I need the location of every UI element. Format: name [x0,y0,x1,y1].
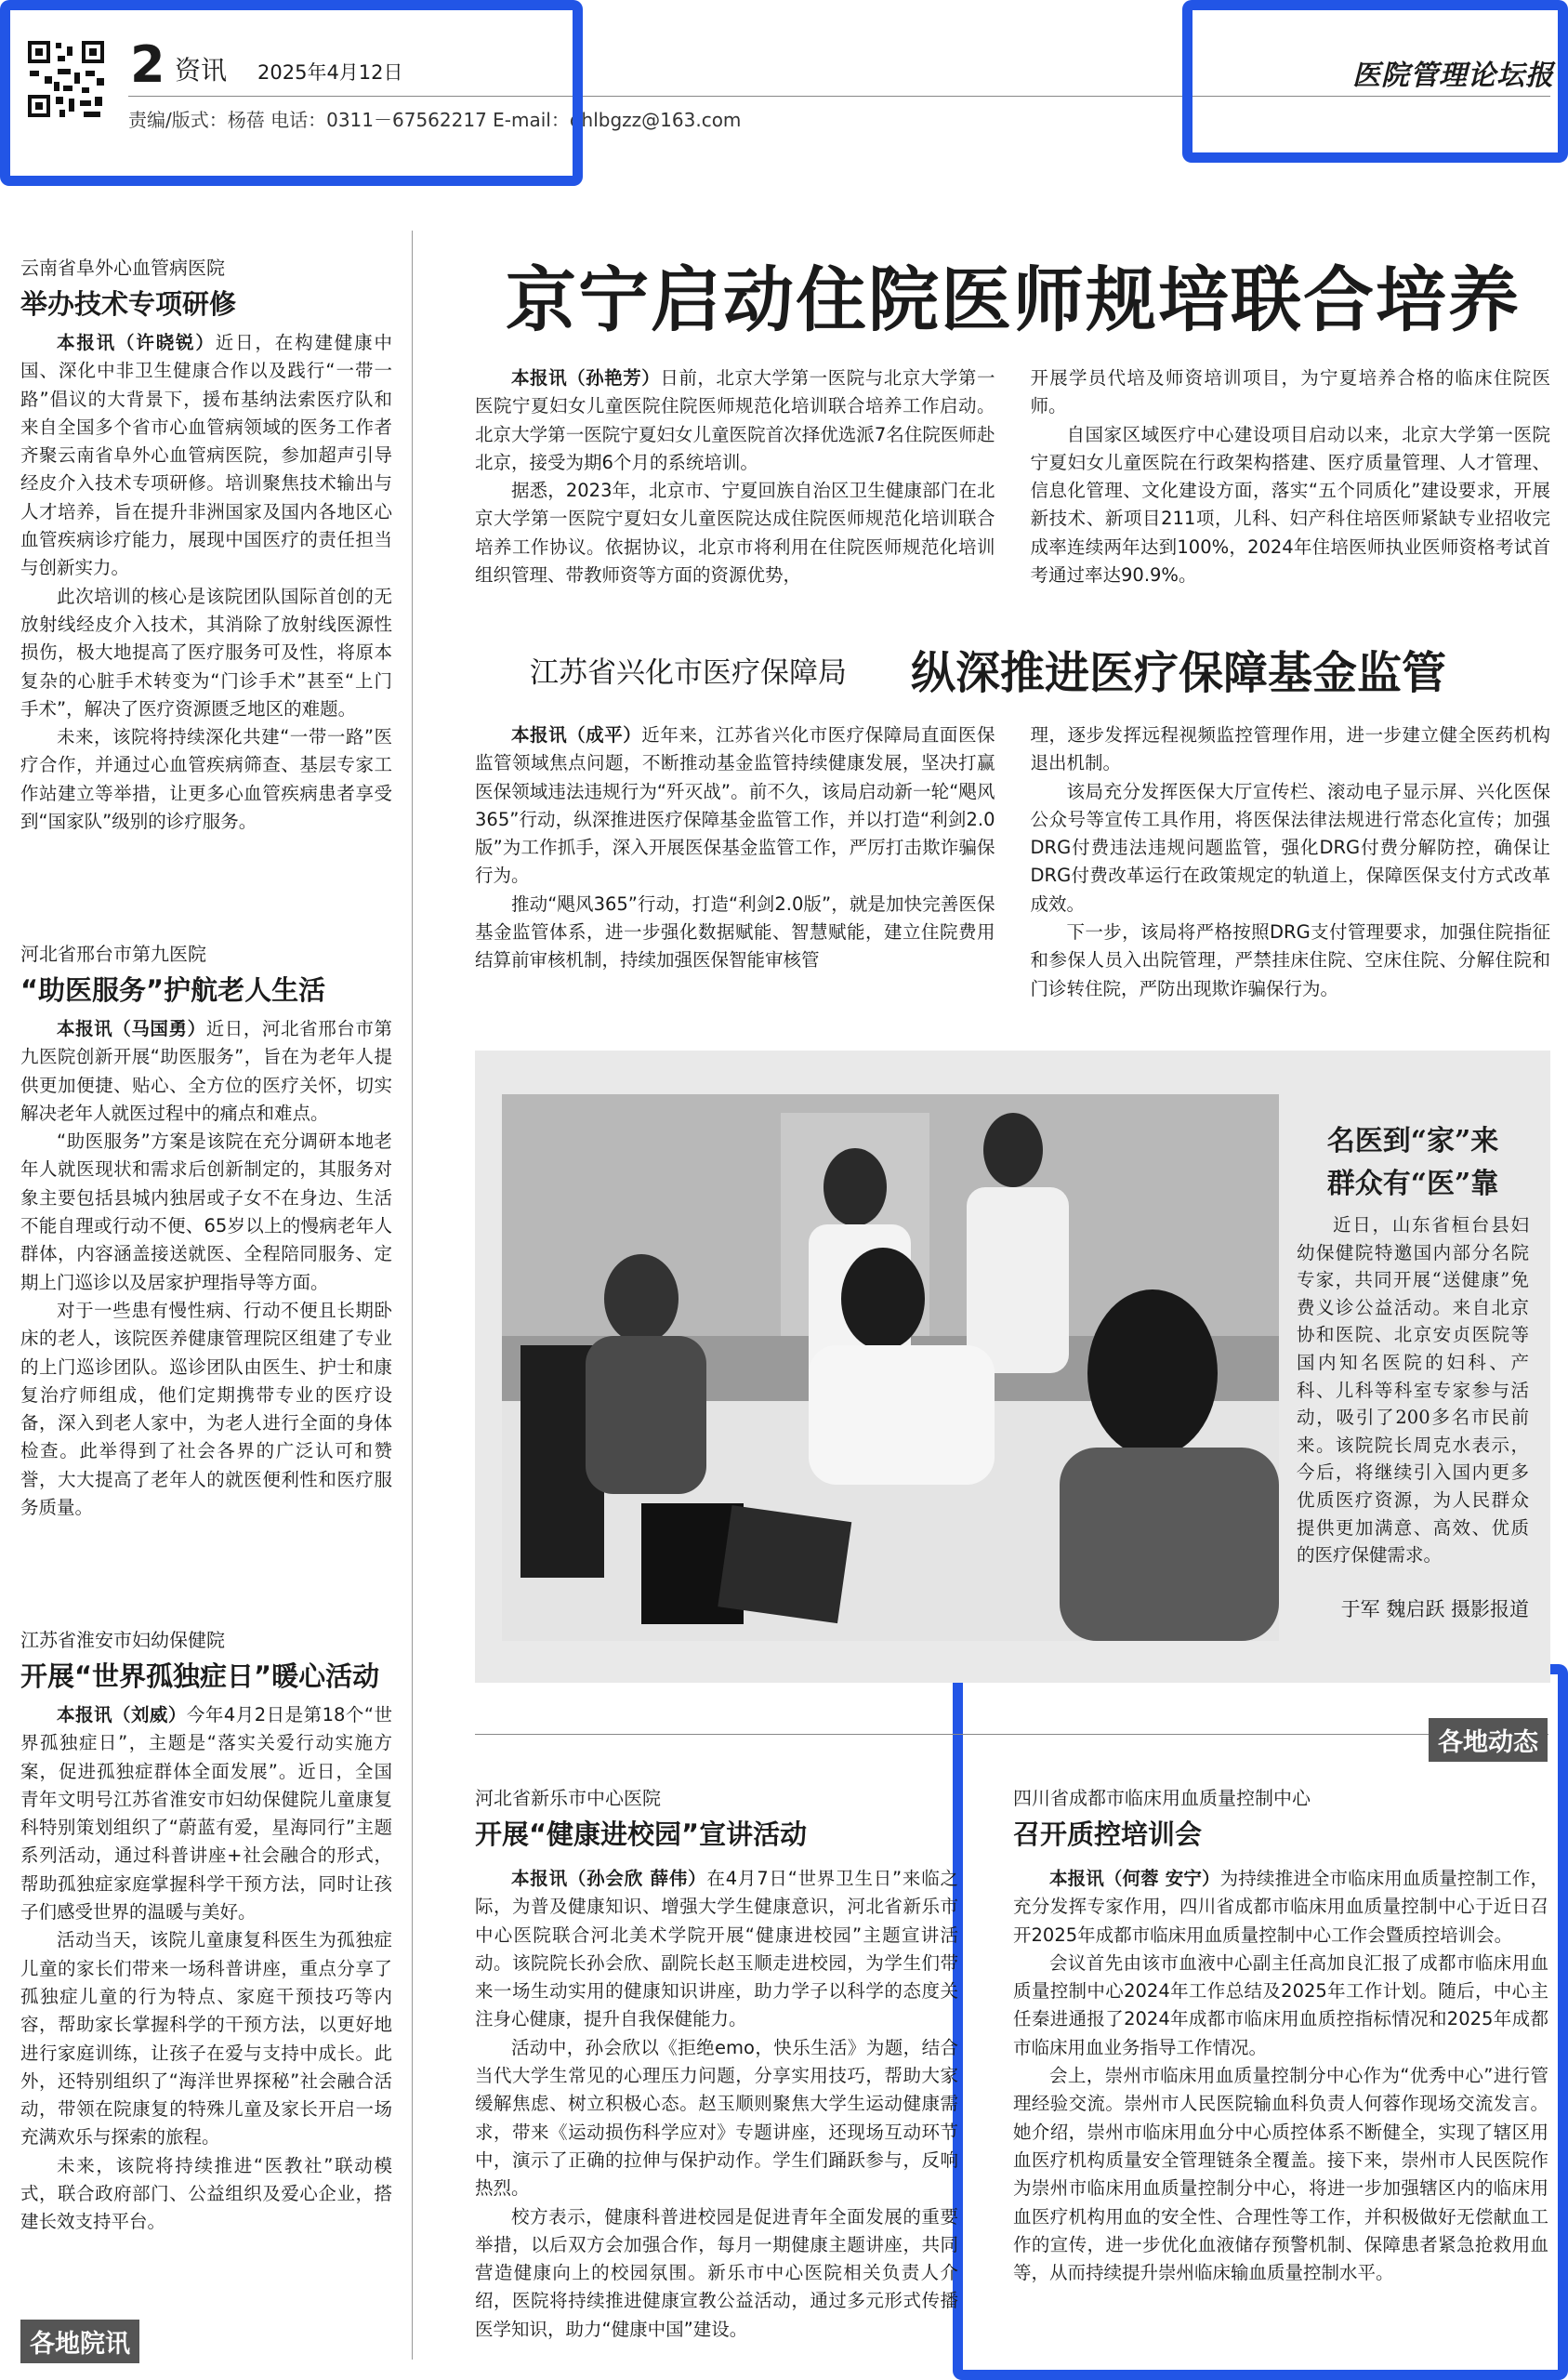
article-title: 举办技术专项研修 [20,288,237,320]
article-paragraph: 推动“飓风365”行动，打造“利剑2.0版”，就是加快完善医保基金监管体系，进一步强化数据赋能、智慧赋能，建立住院费用结算前审核机制，持续加强医保智能审核管 [475,892,995,972]
article-paragraph: 会上，崇州市临床用血质量控制分中心作为“优秀中心”进行管理经验交流。崇州市人民医院输血科负责人何蓉作现场交流发言。她介绍，崇州市临床用血分中心质控体系不断健全，实现了辖区用血医疗机构质量安全管理链条全覆盖。接下来，崇州市人民医院作为崇州市临床用血质量控制分中心，将进一步加强辖区内的临床用血医疗机构用血的安全性、合理性等工作，并积极做好无偿献血工作的宣传，进一步优化血液储存预警机制、保障患者紧急抢救用血等，从而持续提升崇州临床输血质量控制水平。 [1013,2065,1548,2284]
article-lead: 本报讯（何蓉 安宁） [1049,1868,1220,1889]
article-institution: 四川省成都市临床用血质量控制中心 [1013,1787,1311,1809]
article-paragraph: 据悉，2023年，北京市、宁夏回族自治区卫生健康部门在北京大学第一医院宁夏妇女儿童医院达成住院医师规范化培训联合培养工作协议。依据协议，北京市将利用在住院医师规范化培训组织管理、带教师资等方面的资源优势， [475,480,995,587]
article-paragraph: 自国家区域医疗中心建设项目启动以来，北京大学第一医院宁夏妇女儿童医院在行政架构搭建、医疗质量管理、人才管理、信息化管理、文化建设方面，落实“五个同质化”建设要求，开展新技术、新项目211项，儿科、妇产科住培医师紧缺专业招收完成率连续两年达到100%，2024年住培医师执业医师资格考试首考通过率达90.9%。 [1030,423,1550,587]
article-paragraph: 理，逐步发挥远程视频监控管理作用，进一步建立健全医药机构退出机制。 [1030,724,1550,774]
article-lead: 本报讯（许晓锐） [57,332,216,353]
highlight-box-header-right [1182,0,1568,163]
left-article-3 [20,1625,392,2237]
article-title: 召开质控培训会 [1013,1818,1203,1850]
section-rule [475,1734,1548,1735]
issue-date: 2025年4月12日 [257,61,403,84]
article-paragraph: 未来，该院将持续推进“医教社”联动模式，联合政府部门、公益组织及爱心企业，搭建长效支持平台。 [20,2154,392,2233]
main-headline: 京宁启动住院医师规培联合培养 [506,258,1521,341]
article-paragraph: 此次培训的核心是该院团队国际首创的无放射线经皮介入技术，其消除了放射线医源性损伤，极大地提高了医疗服务可及性，将原本复杂的心脏手术转变为“门诊手术”甚至“上门手术”，解决了医疗资源匮乏地区的难题。 [20,585,392,720]
bottom-right-article [1013,1783,1548,2287]
highlight-box-header-left [0,0,583,186]
photo-caption-title: 名医到“家”来 群众有“医”靠 [1326,1125,1499,1200]
article-paragraph: 未来，该院将持续深化共建“一带一路”医疗合作，并通过心血管疾病筛查、基层专家工作站建立等举措，让更多心血管疾病患者享受到“国家队”级别的诊疗服务。 [20,726,392,833]
article-institution: 云南省阜外心血管病医院 [20,257,225,279]
second-article-body [475,721,1550,1003]
article-lead: 本报讯（刘威） [57,1704,187,1726]
article-paragraph: 活动当天，该院儿童康复科医生为孤独症儿童的家长们带来一场科普讲座，重点分享了孤独症儿童的行为特点、家庭干预技巧等内容，帮助家长掌握科学的干预方法，以更好地进行家庭训练，让孩子在爱与支持中成长。此外，还特别组织了“海洋世界探秘”社会融合活动，带领在院康复的特殊儿童及家长开启一场充满欢乐与探索的旅程。 [20,1929,392,2149]
article-paragraph: 校方表示，健康科普进校园是促进青年全面发展的重要举措，以后双方会加强合作，每月一期健康主题讲座，共同营造健康向上的校园氛围。新乐市中心医院相关负责人介绍，医院将持续推进健康宣教公益活动，通过多元形式传播医学知识，助力“健康中国”建设。 [475,2205,958,2340]
article-lead: 本报讯（孙艳芳） [511,367,661,389]
main-article-body [475,364,1550,589]
article-paragraph: 为持续推进全市临床用血质量控制工作，充分发挥专家作用，四川省成都市临床用血质量控制中心于近日召开2025年成都市临床用血质量控制中心工作会暨质控培训会。 [1013,1868,1548,1946]
article-title: 开展“健康进校园”宣讲活动 [475,1818,808,1850]
bottom-left-article [475,1783,958,2344]
article-institution: 江苏省兴化市医疗保障局 [530,656,847,690]
article-paragraph: 近年来，江苏省兴化市医疗保障局直面医保监管领域焦点问题，不断推动基金监管持续健康发展，坚决打赢医保领域违法违规行为“歼灭战”。前不久，该局启动新一轮“飓风365”行动，纵深推进医疗保障基金监管工作，并以打造“利剑2.0版”为工作抓手，深入开展医保基金监管工作，严厉打击欺诈骗保行为。 [475,724,995,887]
column-divider [412,231,413,2360]
masthead-logo: 医院管理论坛报 [1352,60,1554,92]
article-lead: 本报讯（马国勇） [57,1018,206,1039]
article-institution: 河北省新乐市中心医院 [475,1787,661,1809]
article-title: 开展“世界孤独症日”暖心活动 [20,1660,380,1692]
article-paragraph: 日前，北京大学第一医院与北京大学第一医院宁夏妇女儿童医院住院医师规范化培训联合培养工作启动。北京大学第一医院宁夏妇女儿童医院首次择优选派7名住院医师赴北京，接受为期6个月的系统培训。 [475,367,995,473]
article-paragraph: “助医服务”方案是该院在充分调研本地老年人就医现状和需求后创新制定的，其服务对象主要包括县城内独居或子女不在身边、生活不能自理或行动不便、65岁以上的慢病老年人群体，内容涵盖接送就医、全程陪同服务、定期上门巡诊以及居家护理指导等方面。 [20,1130,392,1293]
article-institution: 河北省邢台市第九医院 [20,943,206,965]
news-photo [502,1094,1279,1641]
article-paragraph: 近日，河北省邢台市第九医院创新开展“助医服务”，旨在为老年人提供更加便捷、贴心、全方位的医疗关怀，切实解决老年人就医过程中的痛点和难点。 [20,1018,392,1124]
article-paragraph: 该局充分发挥医保大厅宣传栏、滚动电子显示屏、兴化医保公众号等宣传工具作用，将医保法律法规进行常态化宣传；加强DRG付费违法违规问题监管，强化DRG付费分解防控，确保让DRG付费改革运行在政策规定的轨道上，保障医保支付方式改革成效。 [1030,780,1550,915]
article-paragraph: 对于一些患有慢性病、行动不便且长期卧床的老人，该院医养健康管理院区组建了专业的上门巡诊团队。巡诊团队由医生、护士和康复治疗师组成，他们定期携带专业的医疗设备，深入到老人家中，为老人进行全面的身体检查。此举得到了社会各界的广泛认可和赞誉，大大提高了老年人的就医便利性和医疗服务质量。 [20,1299,392,1519]
left-article-1 [20,253,392,836]
article-lead: 本报讯（孙会欣 薛伟） [511,1868,707,1889]
article-paragraph: 下一步，该局将严格按照DRG支付管理要求，加强住院指征和参保人员入出院管理，严禁挂床住院、空床住院、分解住院和门诊转住院，严防出现欺诈骗保行为。 [1030,921,1550,999]
article-institution: 江苏省淮安市妇幼保健院 [20,1629,225,1651]
article-title: 纵深推进医疗保障基金监管 [911,647,1447,699]
article-paragraph: 在4月7日“世界卫生日”来临之际，为普及健康知识、增强大学生健康意识，河北省新乐市中心医院联合河北美术学院开展“健康进校园”主题宣讲活动。该院院长孙会欣、副院长赵玉顺走进校园，为学生们带来一场生动实用的健康知识讲座，助力学子以科学的态度关注身心健康，提升自我保健能力。 [475,1868,958,2030]
photo-caption: 近日，山东省桓台县妇幼保健院特邀国内部分名院专家，共同开展“送健康”免费义诊公益活动。来自北京协和医院、北京安贞医院等国内知名医院的妇科、产科、儿科等科室专家参与活动，吸引了200多名市民前来。该院院长周克水表示，今后，将继续引入国内更多优质医疗资源，为人民群众提供更加满意、高效、优质的医疗保健需求。 [1297,1214,1529,1567]
left-article-2 [20,939,392,1522]
page-number: 2 [130,35,165,94]
section-name: 资讯 [175,55,228,86]
article-paragraph: 今年4月2日是第18个“世界孤独症日”，主题是“落实关爱行动实施方案，促进孤独症群体全面发展”。近日，全国青年文明号江苏省淮安市妇幼保健院儿童康复科特别策划组织了“蔚蓝有爱，星海同行”主题系列活动，通过科普讲座+社会融合的形式，帮助孤独症家庭掌握科学干预方法，同时让孩子们感受世界的温暖与美好。 [20,1704,392,1924]
photo-credit: 于军 魏启跃 摄影报道 [1340,1598,1529,1620]
article-paragraph: 活动中，孙会欣以《拒绝emo，快乐生活》为题，结合当代大学生常见的心理压力问题，分享实用技巧，帮助大家缓解焦虑、树立积极心态。赵玉顺则聚焦大学生运动健康需求，带来《运动损伤科学应对》专题讲座，还现场互动环节中，演示了正确的拉伸与保护动作。学生们踊跃参与，反响热烈。 [475,2036,958,2200]
article-paragraph: 近日，在构建健康中国、深化中非卫生健康合作以及践行“一带一路”倡议的大背景下，援布基纳法索医疗队和来自全国多个省市心血管病领域的医务工作者齐聚云南省阜外心血管病医院，参加超声引导经皮介入技术专项研修。培训聚焦技术输出与人才培养，旨在提升非洲国家及国内各地区心血管疾病诊疗能力，展现中国医疗的责任担当与创新实力。 [20,332,392,579]
editor-credits: 责编/版式：杨蓓 电话：0311－67562217 E-mail：dhlbgzz@163.com [128,109,742,131]
section-tag-hospital-news: 各地院讯 [20,2320,139,2363]
section-tag-local-news: 各地动态 [1429,1718,1548,1762]
article-lead: 本报讯（成平） [511,724,642,746]
article-paragraph: 开展学员代培及师资培训项目，为宁夏培养合格的临床住院医师。 [1030,367,1550,417]
article-title: “助医服务”护航老人生活 [20,974,326,1006]
article-paragraph: 会议首先由该市血液中心副主任高加良汇报了成都市临床用血质量控制中心2024年工作总结及2025年工作计划。随后，中心主任秦进通报了2024年成都市临床用血质控指标情况和2025年成都市临床用血业务指导工作情况。 [1013,1951,1548,2058]
